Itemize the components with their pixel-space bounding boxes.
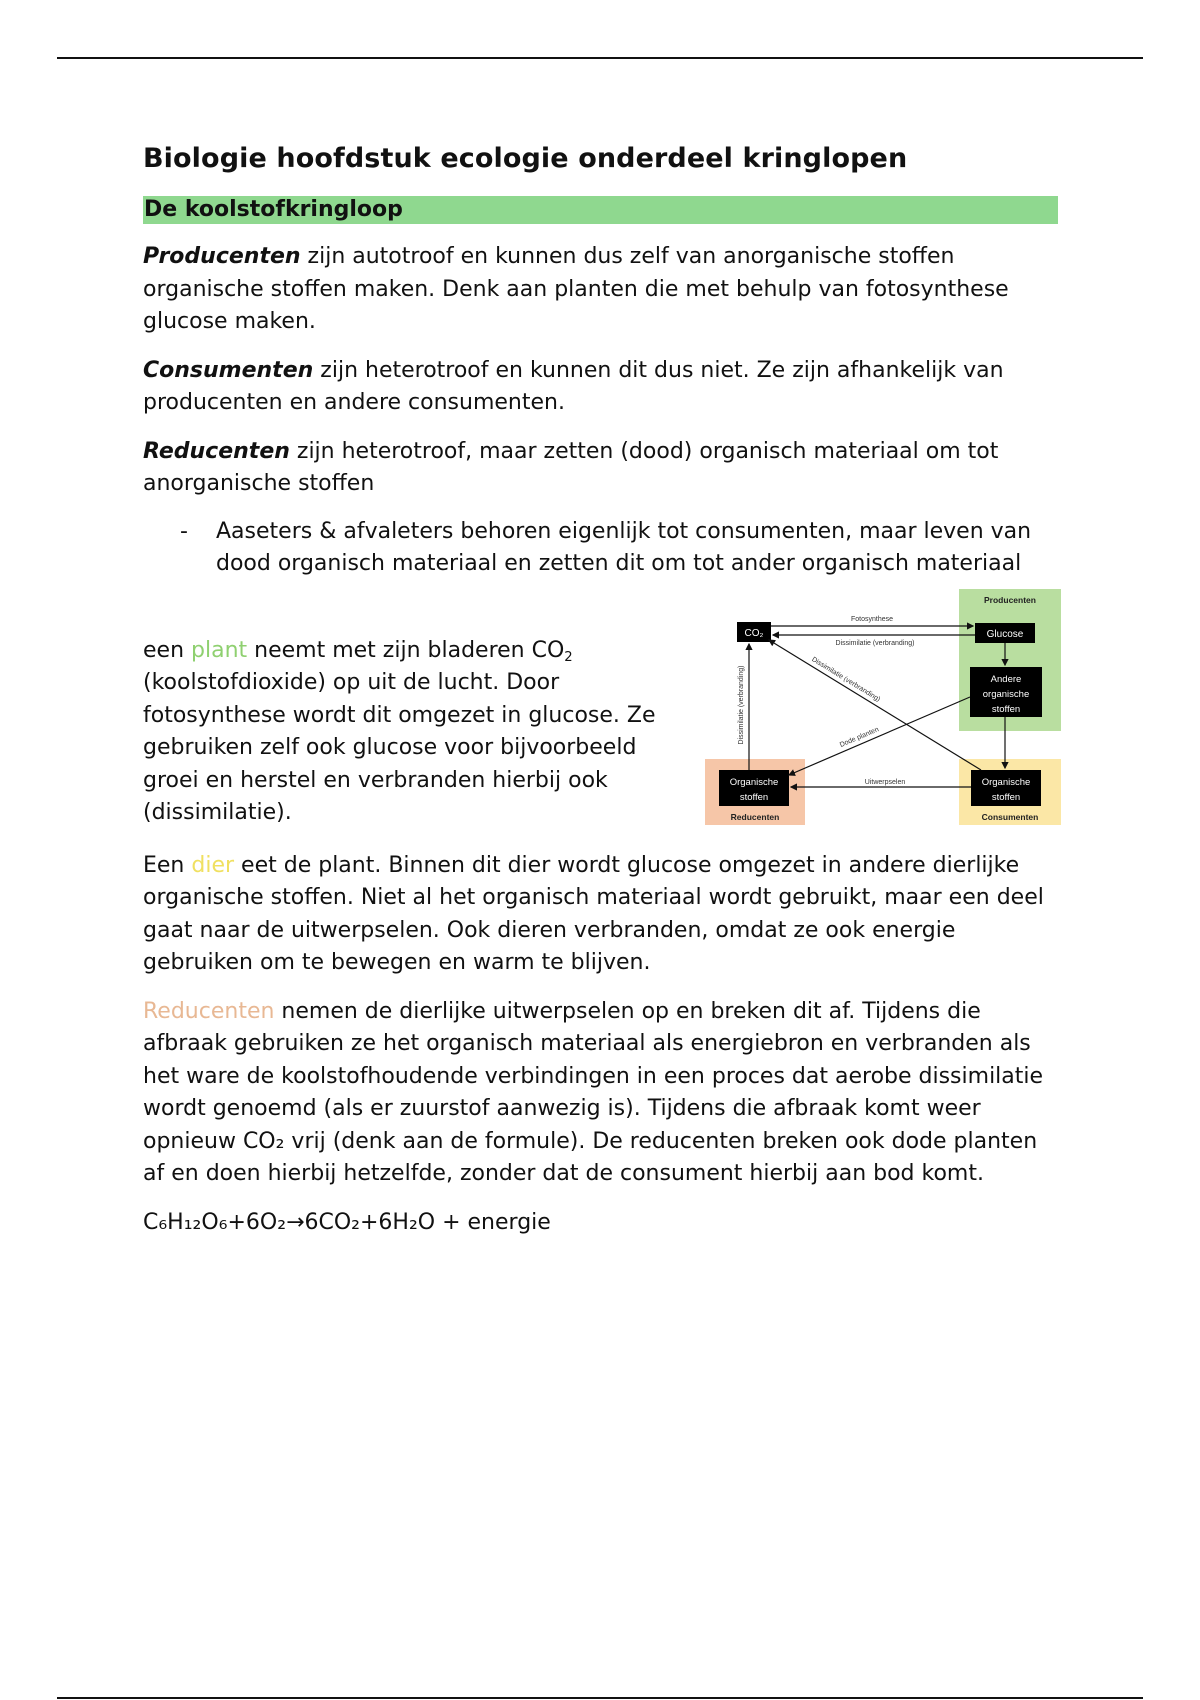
- glucose-label: Glucose: [986, 628, 1024, 640]
- dier-pre: Een: [143, 852, 192, 878]
- top-rule: [57, 57, 1143, 59]
- reducenten-process-paragraph: [143, 996, 1058, 1191]
- page-title: Biologie hoofdstuk ecologie onderdeel kringlopen: [143, 143, 908, 174]
- fotosynthese-label: Fotosynthese: [850, 615, 894, 623]
- dissimilatie-vert-label: Dissimilatie (verbranding): [738, 665, 745, 744]
- dissimilatie-label: Dissimilatie (verbranding): [835, 639, 915, 647]
- dissimilation-formula: C₆H₁₂O₆+6O₂→6CO₂+6H₂O + energie: [143, 1209, 551, 1235]
- consumenten-term: Consumenten: [143, 357, 314, 383]
- plant-subscript: 2: [564, 649, 573, 665]
- andere-line1: Andere: [990, 673, 1022, 685]
- dier-post: eet de plant. Binnen dit dier wordt glucose omgezet in andere dierlijke organische stoffen. Niet al het organisch materiaal wordt gebruikt, maar een deel gaat naar de uitwerpselen. Ook dieren verbranden, omdat ze ook energie gebruiken om te bewegen en warm te blijven.: [143, 852, 1044, 975]
- producenten-text: zijn autotroof en kunnen dus zelf van anorganische stoffen organische stoffen maken. Denk aan planten die met behulp van fotosynthese glucose maken.: [143, 244, 1009, 334]
- dier-paragraph: [143, 850, 1058, 980]
- co2-label: CO₂: [744, 627, 764, 639]
- carbon-cycle-diagram: [705, 589, 1061, 825]
- andere-line3: stoffen: [991, 703, 1021, 715]
- plant-paragraph: [143, 635, 683, 830]
- dissimilatie-diag-label: Dissimilatie (verbranding): [810, 655, 882, 703]
- document-body: [143, 140, 1058, 1239]
- section-heading: De koolstofkringloop: [143, 196, 1058, 224]
- bullet-text: Aaseters & afvaleters behoren eigenlijk tot consumenten, maar leven van dood organisch materiaal en zetten dit om tot ander organisch materiaal: [216, 518, 1032, 576]
- andere-line2: organische: [982, 688, 1030, 700]
- consumenten-text: zijn heterotroof en kunnen dit dus niet. Ze zijn afhankelijk van producenten en andere consumenten.: [143, 357, 1004, 415]
- dode-planten-label: Dode planten: [838, 725, 880, 749]
- dode-planten-arrow: [789, 697, 970, 775]
- reducenten-highlight: Reducenten: [143, 998, 275, 1024]
- bullet-list: [143, 516, 1058, 581]
- reducenten-label: Reducenten: [730, 811, 780, 822]
- consumenten-label: Consumenten: [981, 811, 1039, 822]
- producenten-label: Producenten: [984, 594, 1036, 605]
- reducenten-process-text: nemen de dierlijke uitwerpselen op en breken dit af. Tijdens die afbraak gebruiken ze het organisch materiaal als energiebron en verbranden als het ware de koolstofhoudende verbindingen in een proces dat aerobe dissimilatie wordt genoemd (als er zuurstof aanwezig is). Tijdens die afbraak komt weer opnieuw CO₂ vrij (denk aan de formule). De reducenten breken ook dode planten af en doen hierbij hetzelfde, zonder dat de consument hierbij aan bod komt.: [143, 998, 1044, 1186]
- producenten-term: Producenten: [143, 244, 301, 269]
- dash-bullet: -: [180, 518, 188, 544]
- plant-highlight: plant: [191, 637, 248, 663]
- plant-post: (koolstofdioxide) op uit de lucht. Door fotosynthese wordt dit omgezet in glucose. Ze gebruiken zelf ook glucose voor bijvoorbeeld groei en herstel en verbranden hierbij ook (dissimilatie).: [143, 670, 656, 825]
- list-item: [143, 516, 1058, 581]
- consumenten-stoffen-line1: Organische: [981, 776, 1031, 788]
- reducenten-term: Reducenten: [143, 438, 290, 464]
- reducenten-stoffen-line1: Organische: [729, 776, 779, 788]
- plant-section: [143, 594, 1058, 835]
- consumenten-dissimilatie-arrow: [769, 640, 981, 770]
- reducenten-text: zijn heterotroof, maar zetten (dood) organisch materiaal om tot anorganische stoffen: [143, 438, 999, 496]
- reducenten-stoffen-line2: stoffen: [739, 791, 769, 803]
- dier-highlight: dier: [191, 852, 235, 878]
- bottom-rule: [57, 1697, 1143, 1699]
- plant-pre: een: [143, 637, 192, 663]
- plant-mid: neemt met zijn bladeren CO: [247, 637, 565, 663]
- consumenten-paragraph: [143, 355, 1058, 420]
- producenten-paragraph: [143, 241, 1058, 339]
- uitwerpselen-label: Uitwerpselen: [864, 778, 906, 786]
- consumenten-stoffen-line2: stoffen: [991, 791, 1021, 803]
- reducenten-paragraph: [143, 436, 1058, 501]
